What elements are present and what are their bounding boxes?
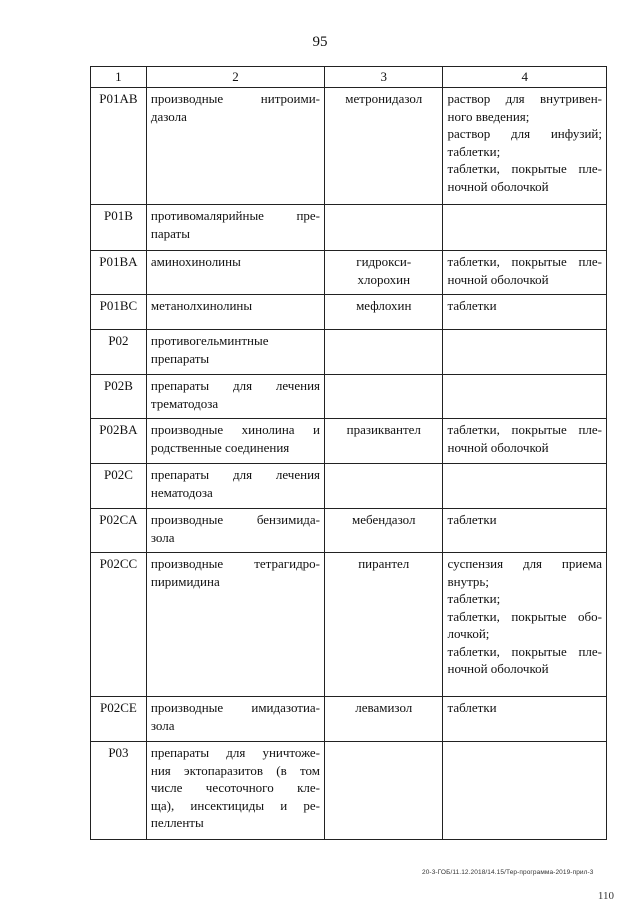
drug-cell [325, 742, 443, 840]
corner-mark: 110 [597, 890, 614, 902]
drug-table [90, 66, 607, 840]
drug-cell [325, 251, 443, 295]
form-cell [443, 742, 607, 840]
group-cell [146, 88, 324, 205]
group-cell [146, 295, 324, 330]
form-cell [443, 205, 607, 251]
form-cell [443, 88, 607, 205]
code-cell: P02CE [91, 697, 147, 742]
drug-cell [325, 464, 443, 509]
form-cell-line: таблетки, покрытые пле- [447, 161, 602, 176]
table-row [91, 375, 607, 419]
group-cell-line: ща), инсектициды и ре- [150, 797, 321, 813]
group-cell-line: противомалярийные пре- [150, 208, 321, 223]
drug-cell [325, 375, 443, 419]
form-cell-line: таблетки, покрытые пле- [447, 254, 602, 269]
drug-cell-line: мебендазол [352, 512, 416, 527]
group-cell [146, 330, 324, 375]
group-cell [146, 553, 324, 697]
form-cell-line: таблетки; [447, 143, 501, 159]
group-cell-line: производные хинолина и [150, 422, 321, 437]
group-cell-line: родственные соединения [150, 439, 290, 455]
group-cell [146, 742, 324, 840]
code-cell: P01BA [91, 251, 147, 295]
group-cell-line: зола [150, 529, 175, 545]
form-cell-line: ночной оболочкой [447, 271, 549, 287]
drug-cell [325, 697, 443, 742]
drug-cell-line: метронидазол [345, 91, 423, 106]
group-cell [146, 464, 324, 509]
group-cell [146, 375, 324, 419]
group-cell-line: препараты [150, 350, 210, 366]
form-cell [443, 697, 607, 742]
drug-cell-line: левамизол [355, 700, 413, 715]
group-cell-line: трематодоза [150, 395, 219, 411]
form-cell-line: таблетки [447, 700, 497, 715]
drug-cell [325, 205, 443, 251]
group-cell-line: производные бензимида- [150, 512, 321, 527]
form-cell-line: таблетки [447, 512, 497, 527]
form-cell-line: ночной оболочкой [447, 661, 549, 676]
drug-cell [325, 330, 443, 375]
table-row [91, 330, 607, 375]
drug-cell-line: пирантел [358, 556, 410, 571]
drug-cell [325, 553, 443, 697]
form-cell-line: суспензия для приема [447, 556, 602, 571]
group-cell [146, 419, 324, 464]
form-cell-line: таблетки, покрытые пле- [447, 643, 602, 659]
group-cell-line: препараты для уничтоже- [150, 745, 321, 760]
form-cell-line: таблетки [447, 298, 497, 313]
code-cell: P02CA [91, 509, 147, 553]
form-cell [443, 509, 607, 553]
code-cell: P02C [91, 464, 147, 509]
form-cell-line: ночной оболочкой [447, 178, 549, 194]
group-cell-line: препараты для лечения [150, 467, 321, 482]
drug-cell-line: гидрокси- [356, 254, 412, 269]
column-header-3: 3 [325, 67, 443, 88]
column-header-4: 4 [443, 67, 607, 88]
group-cell-line: пиримидина [150, 573, 220, 589]
code-cell: P02BA [91, 419, 147, 464]
table-row [91, 251, 607, 295]
group-cell [146, 697, 324, 742]
form-cell-line: таблетки; [447, 591, 501, 606]
form-cell [443, 295, 607, 330]
group-cell-line: дазола [150, 108, 187, 124]
form-cell-line: таблетки, покрытые обо- [447, 608, 602, 624]
code-cell: P01AB [91, 88, 147, 205]
table-header-row [91, 67, 607, 88]
code-cell: P01B [91, 205, 147, 251]
code-cell: P02B [91, 375, 147, 419]
form-cell-line: раствор для внутривен- [447, 91, 602, 106]
code-cell: P02CC [91, 553, 147, 697]
form-cell-line: таблетки, покрытые пле- [447, 422, 602, 437]
table-row [91, 205, 607, 251]
drug-cell [325, 509, 443, 553]
group-cell-line: противогельминтные [150, 333, 269, 348]
code-cell: P01BC [91, 295, 147, 330]
group-cell-line: параты [150, 225, 190, 241]
group-cell-line: аминохинолины [150, 254, 241, 269]
form-cell [443, 330, 607, 375]
group-cell [146, 205, 324, 251]
form-cell [443, 464, 607, 509]
form-cell-line: лочкой; [447, 626, 490, 641]
group-cell [146, 509, 324, 553]
drug-cell-line: мефлохин [356, 298, 412, 313]
drug-cell [325, 88, 443, 205]
form-cell-line: раствор для инфузий; [447, 126, 602, 141]
group-cell [146, 251, 324, 295]
code-cell: P03 [91, 742, 147, 840]
form-cell-line: внутрь; [447, 573, 489, 589]
table-row [91, 88, 607, 205]
code-cell: P02 [91, 330, 147, 375]
group-cell-line: зола [150, 717, 175, 733]
footer-document-code: 20-3-ГОБ/11.12.2018/14.15/Тер-программа-2019-прил-3 [422, 869, 594, 876]
page-number: 95 [312, 34, 328, 50]
form-cell [443, 251, 607, 295]
column-header-2: 2 [146, 67, 324, 88]
form-cell-line: ночной оболочкой [447, 439, 549, 455]
drug-cell-line: хлорохин [357, 271, 411, 287]
drug-cell [325, 419, 443, 464]
table-row [91, 509, 607, 553]
form-cell-line: ного введения; [447, 108, 530, 124]
group-cell-line: ния эктопаразитов (в том [150, 762, 321, 778]
table-row [91, 742, 607, 840]
group-cell-line: производные тетрагидро- [150, 556, 321, 571]
group-cell-line: пелленты [150, 815, 204, 830]
group-cell-line: производные нитроими- [150, 91, 321, 106]
drug-cell-line: празиквантел [346, 422, 421, 437]
group-cell-line: числе чесоточного кле- [150, 780, 321, 795]
table-body [91, 88, 607, 840]
group-cell-line: нематодоза [150, 484, 213, 500]
table-row [91, 697, 607, 742]
group-cell-line: производные имидазотиа- [150, 700, 321, 715]
group-cell-line: препараты для лечения [150, 378, 321, 393]
table-row [91, 464, 607, 509]
table-row [91, 419, 607, 464]
drug-cell [325, 295, 443, 330]
column-header-1: 1 [91, 67, 147, 88]
form-cell [443, 375, 607, 419]
table-row [91, 295, 607, 330]
form-cell [443, 419, 607, 464]
group-cell-line: метанолхинолины [150, 298, 253, 313]
form-cell [443, 553, 607, 697]
table-row [91, 553, 607, 697]
